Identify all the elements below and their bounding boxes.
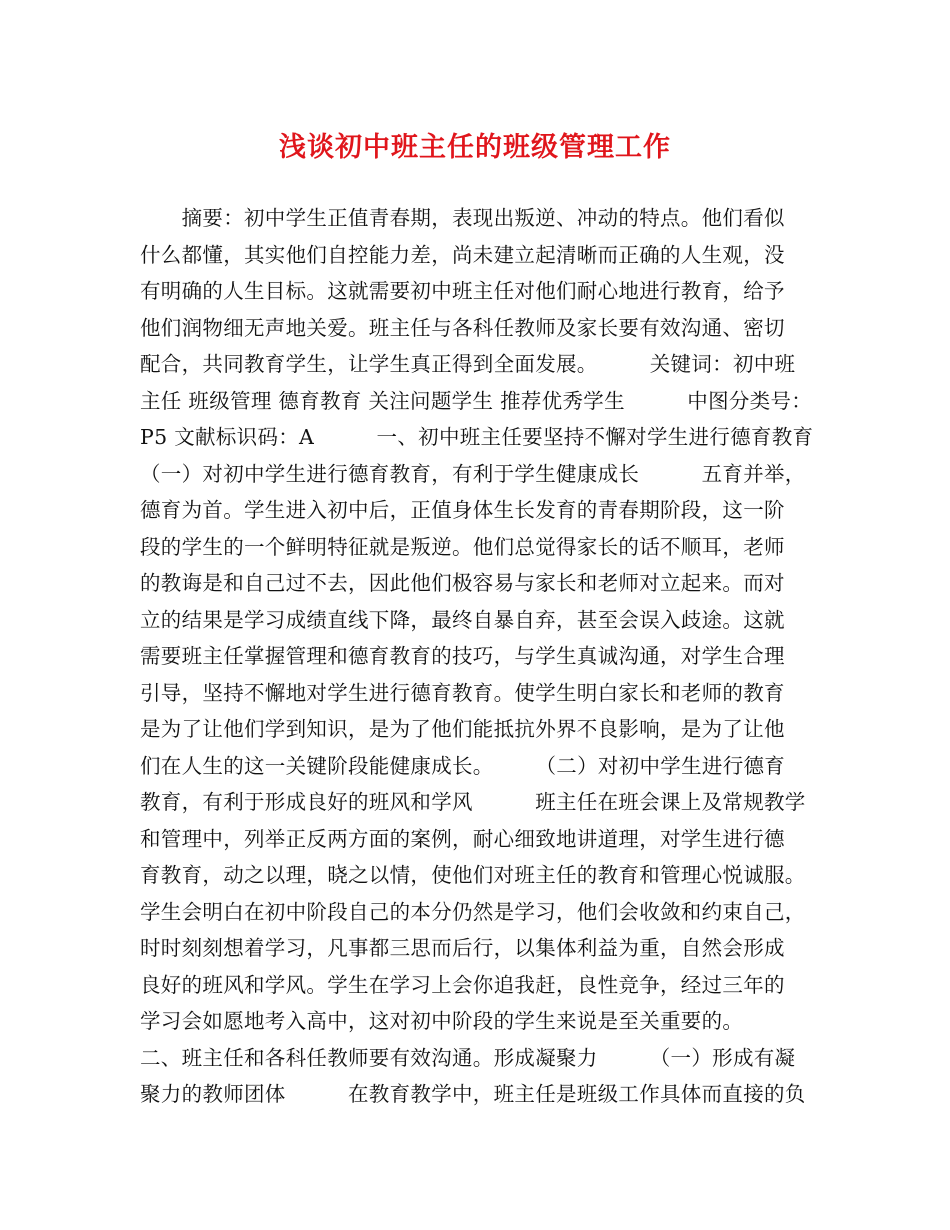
body-text-line: 时时刻刻想着学习，凡事都三思而后行，以集体利益为重，自然会形成 xyxy=(140,936,785,960)
body-text-line: 学习会如愿地考入高中，这对初中阶段的学生来说是至关重要的。 xyxy=(140,1009,744,1033)
body-text-line: 引导，坚持不懈地对学生进行德育教育。使学生明白家长和老师的教育 xyxy=(140,680,785,705)
body-text-line: 良好的班风和学风。学生在学习上会你追我赶，良性竞争，经过三年的 xyxy=(140,972,785,997)
body-text-line: 有明确的人生目标。这就需要初中班主任对他们耐心地进行教育，给予 xyxy=(140,279,785,303)
body-text-line: 二、班主任和各科任教师要有效沟通。形成凝聚力 （一）形成有凝 xyxy=(140,1045,796,1070)
body-text-line: 的教诲是和自己过不去，因此他们极容易与家长和老师对立起来。而对 xyxy=(140,571,785,595)
body-text-line: 们在人生的这一关键阶段能健康成长。 （二）对初中学生进行德育 xyxy=(140,753,786,778)
body-text-line: 他们润物细无声地关爱。班主任与各科任教师及家长要有效沟通、密切 xyxy=(140,315,785,340)
body-text-line: 立的结果是学习成绩直线下降，最终自暴自弃，甚至会误入歧途。这就 xyxy=(140,607,785,632)
body-text-line: 段的学生的一个鲜明特征就是叛逆。他们总觉得家长的话不顺耳，老师 xyxy=(140,534,785,559)
body-text-line: 和管理中，列举正反两方面的案例，耐心细致地讲道理，对学生进行德 xyxy=(140,826,785,851)
body-text-line: 聚力的教师团体 在教育教学中，班主任是班级工作具体而直接的负 xyxy=(140,1082,806,1106)
body-text-line: 什么都懂，其实他们自控能力差，尚未建立起清晰而正确的人生观，没 xyxy=(140,242,785,267)
document-title: 浅谈初中班主任的班级管理工作 xyxy=(279,132,671,163)
body-text-line: 是为了让他们学到知识，是为了他们能抵抗外界不良影响，是为了让他 xyxy=(140,717,785,741)
body-text-line: 育教育，动之以理，晓之以情，使他们对班主任的教育和管理心悦诚服。 xyxy=(140,863,806,887)
body-text-line: 需要班主任掌握管理和德育教育的技巧，与学生真诚沟通，对学生合理 xyxy=(140,644,785,668)
body-text-line: 摘要：初中学生正值青春期，表现出叛逆、冲动的特点。他们看似 xyxy=(140,206,785,230)
body-text-line: （一）对初中学生进行德育教育，有利于学生健康成长 五育并举， xyxy=(140,461,806,486)
body-text-line: 学生会明白在初中阶段自己的本分仍然是学习，他们会收敛和约束自己， xyxy=(140,899,806,924)
document-body xyxy=(140,200,840,1113)
body-text-line: 教育，有利于形成良好的班风和学风 班主任在班会课上及常规教学 xyxy=(140,790,806,814)
body-text-line: 配合，共同教育学生，让学生真正得到全面发展。 关键词：初中班 xyxy=(140,352,796,376)
body-text-line: 主任 班级管理 德育教育 关注问题学生 推荐优秀学生 中图分类号： xyxy=(140,388,813,413)
body-text-line: 德育为首。学生进入初中后，正值身体生长发育的青春期阶段，这一阶 xyxy=(140,498,785,522)
body-text-line: P5 文献标识码：A 一、初中班主任要坚持不懈对学生进行德育教育 xyxy=(140,425,814,449)
